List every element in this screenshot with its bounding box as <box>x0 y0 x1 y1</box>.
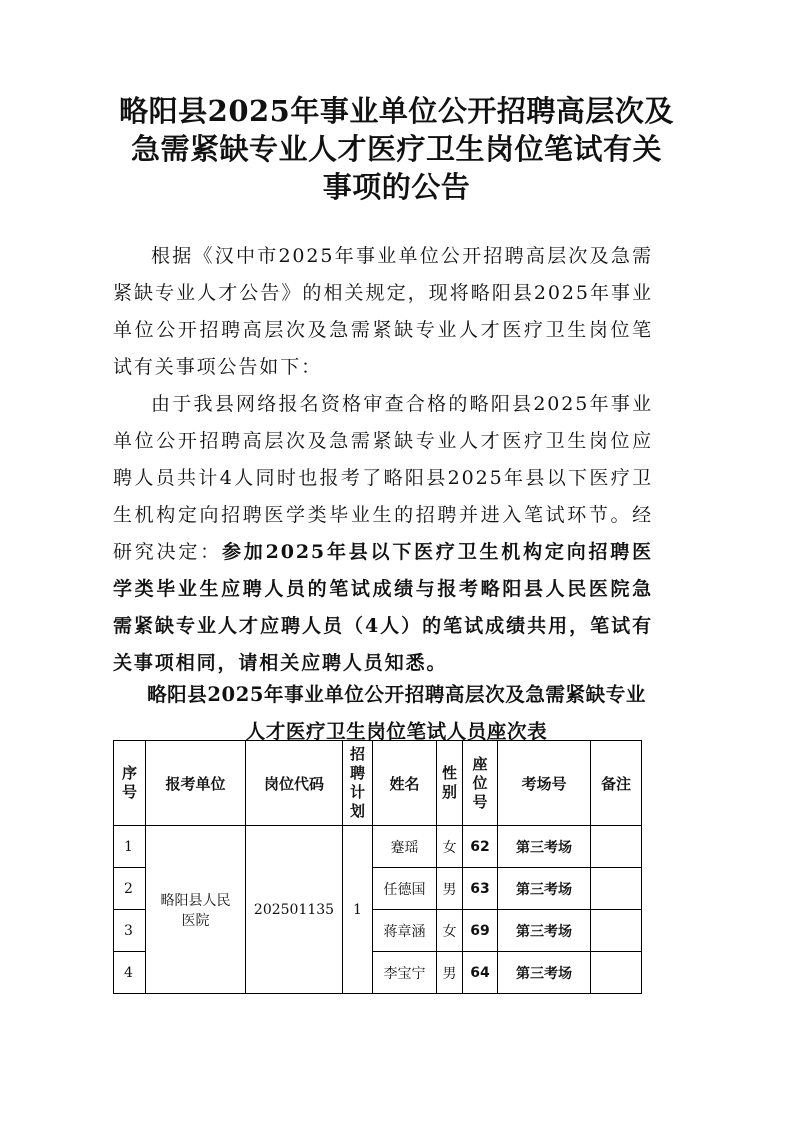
paragraph-2-bold: 参加2025年县以下医疗卫生机构定向招聘医学类毕业生应聘人员的笔试成绩与报考略阳县人民医院急需紧缺专业人才应聘人员（4人）的笔试成绩共用，笔试有关事项相同，请相关应聘人员知悉。 <box>113 541 653 674</box>
paragraph-2-normal: 由于我县网络报名资格审查合格的略阳县2025年事业单位公开招聘高层次及急需紧缺专业人才医疗卫生岗位应聘人员共计4人同时也报考了略阳县2025年县以下医疗卫生机构定向招聘医学类毕业生的招聘并进入笔试环节。经研究决定： <box>113 393 653 563</box>
cell-seat: 64 <box>463 952 498 994</box>
table-row <box>114 826 642 868</box>
cell-name: 蒋章涵 <box>373 910 437 952</box>
document-title <box>100 92 693 206</box>
title-line: 事项的公告 <box>322 170 471 204</box>
header-seat: 座位号 <box>463 741 498 826</box>
cell-note <box>591 826 642 868</box>
cell-seq: 2 <box>114 868 146 910</box>
cell-room: 第三考场 <box>498 952 591 994</box>
cell-seq: 1 <box>114 826 146 868</box>
cell-note <box>591 952 642 994</box>
table-title <box>100 676 693 750</box>
title-line: 略阳县2025年事业单位公开招聘高层次及 <box>119 94 674 128</box>
header-unit: 报考单位 <box>146 741 246 826</box>
cell-seat: 62 <box>463 826 498 868</box>
header-seq: 序号 <box>114 741 146 826</box>
cell-gender: 女 <box>437 910 463 952</box>
table-title-line: 人才医疗卫生岗位笔试人员座次表 <box>245 720 548 743</box>
cell-room: 第三考场 <box>498 868 591 910</box>
cell-plan: 1 <box>343 826 373 994</box>
cell-seq: 3 <box>114 910 146 952</box>
cell-seat: 69 <box>463 910 498 952</box>
header-gender: 性别 <box>437 741 463 826</box>
table-header-row <box>114 741 642 826</box>
header-note: 备注 <box>591 741 642 826</box>
cell-room: 第三考场 <box>498 910 591 952</box>
cell-room: 第三考场 <box>498 826 591 868</box>
cell-note <box>591 910 642 952</box>
paragraph-2 <box>113 386 653 682</box>
cell-gender: 女 <box>437 826 463 868</box>
cell-code: 202501135 <box>246 826 343 994</box>
cell-note <box>591 868 642 910</box>
paragraph-1: 根据《汉中市2025年事业单位公开招聘高层次及急需紧缺专业人才公告》的相关规定，现将略阳县2025年事业单位公开招聘高层次及急需紧缺专业人才医疗卫生岗位笔试有关事项公告如下： <box>113 245 653 378</box>
cell-name: 蹇瑶 <box>373 826 437 868</box>
header-plan: 招聘计划 <box>343 741 373 826</box>
seating-table <box>113 740 642 994</box>
cell-gender: 男 <box>437 868 463 910</box>
cell-name: 李宝宁 <box>373 952 437 994</box>
title-line: 急需紧缺专业人才医疗卫生岗位笔试有关 <box>130 132 662 166</box>
header-name: 姓名 <box>373 741 437 826</box>
table-title-line: 略阳县2025年事业单位公开招聘高层次及急需紧缺专业 <box>147 683 646 706</box>
document-body <box>113 238 653 682</box>
header-room: 考场号 <box>498 741 591 826</box>
cell-unit: 略阳县人民医院 <box>146 826 246 994</box>
header-code: 岗位代码 <box>246 741 343 826</box>
cell-seq: 4 <box>114 952 146 994</box>
cell-name: 任德国 <box>373 868 437 910</box>
cell-gender: 男 <box>437 952 463 994</box>
cell-seat: 63 <box>463 868 498 910</box>
